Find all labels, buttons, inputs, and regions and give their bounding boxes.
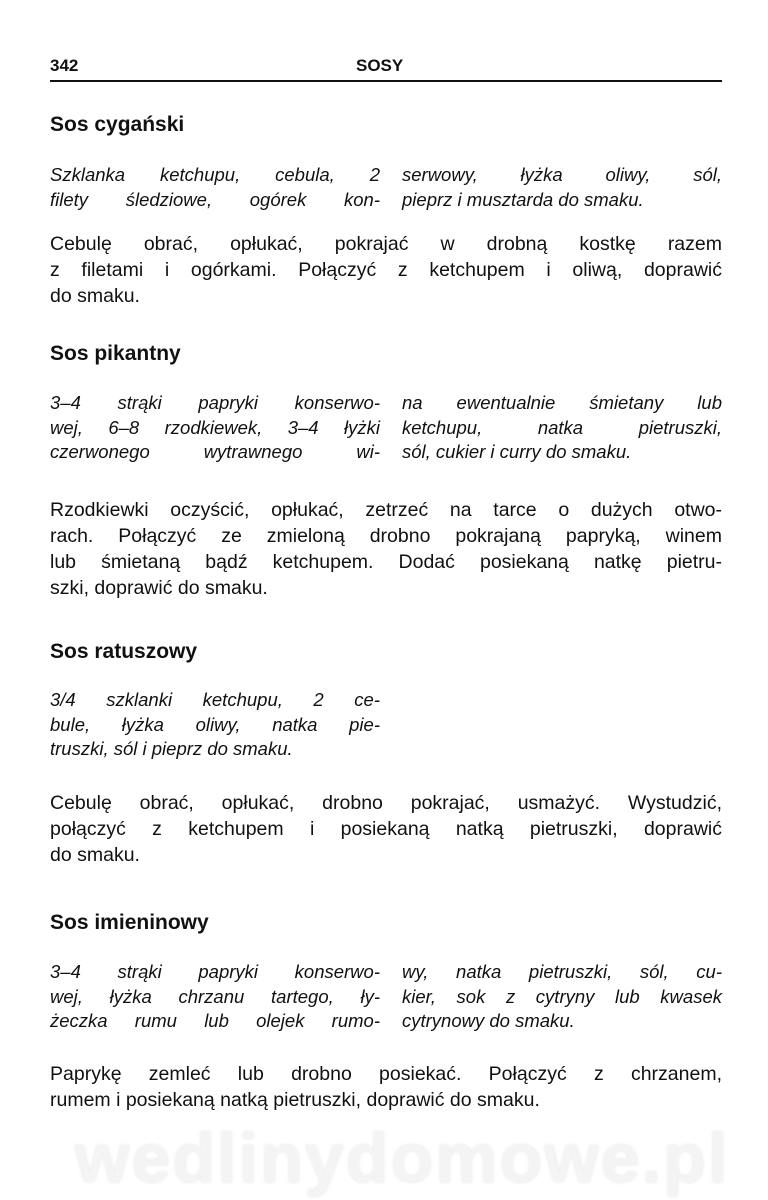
text-line: serwowy, łyżka oliwy, sól, <box>402 164 722 185</box>
text-line: Rzodkiewki oczyścić, opłukać, zetrzeć na tarce o dużych otwo- <box>50 499 722 521</box>
text-line: połączyć z ketchupem i posiekaną natką pietruszki, doprawić <box>50 818 722 840</box>
recipe-title: Sos cygański <box>50 113 185 136</box>
watermark: wedlinydomowe.pl <box>75 1119 730 1197</box>
text-line: wy, natka pietruszki, sól, cu- <box>402 961 722 982</box>
text-line: filety śledziowe, ogórek kon- <box>50 188 380 210</box>
text-line: do smaku. <box>50 285 140 307</box>
ingredients-right-column <box>402 391 722 465</box>
header-rule <box>50 80 722 82</box>
text-line: Cebulę obrać, opłukać, pokrajać w drobną kostkę razem <box>50 233 722 255</box>
ingredients-left-column <box>50 688 380 762</box>
ingredients-left-column <box>50 391 380 465</box>
text-line: Paprykę zemleć lub drobno posiekać. Połączyć z chrzanem, <box>50 1063 722 1085</box>
recipe-title: Sos imieninowy <box>50 911 209 934</box>
text-line: rumem i posiekaną natką pietruszki, doprawić do smaku. <box>50 1089 540 1111</box>
method-paragraph <box>50 497 722 601</box>
text-line: cytrynowy do smaku. <box>402 1010 575 1031</box>
text-line: rach. Połączyć ze zmieloną drobno pokrajaną papryką, winem <box>50 525 722 547</box>
text-line: lub śmietaną bądź ketchupem. Dodać posiekaną natkę pietru- <box>50 551 722 573</box>
ingredients-right-column <box>402 163 722 212</box>
method-paragraph <box>50 790 722 868</box>
text-line: wej, łyżka chrzanu tartego, ły- <box>50 985 380 1007</box>
ingredients-right-column <box>402 960 722 1034</box>
ingredients-left-column <box>50 163 380 212</box>
text-line: na ewentualnie śmietany lub <box>402 392 722 413</box>
text-line: bule, łyżka oliwy, natka pie- <box>50 713 380 735</box>
text-line: żeczka rumu lub olejek rumo- <box>50 1010 380 1031</box>
text-line: z filetami i ogórkami. Połączyć z ketchupem i oliwą, doprawić <box>50 259 722 281</box>
text-line: 3/4 szklanki ketchupu, 2 ce- <box>50 689 380 710</box>
method-paragraph <box>50 1061 722 1113</box>
text-line: czerwonego wytrawnego wi- <box>50 441 380 462</box>
running-title: SOSY <box>356 56 404 75</box>
recipe-title: Sos ratuszowy <box>50 640 198 663</box>
text-line: kier, sok z cytryny lub kwasek <box>402 985 722 1007</box>
text-line: truszki, sól i pieprz do smaku. <box>50 738 293 759</box>
text-line: wej, 6–8 rzodkiewek, 3–4 łyżki <box>50 416 380 438</box>
text-line: do smaku. <box>50 844 140 866</box>
text-line: ketchupu, natka pietruszki, <box>402 416 722 438</box>
ingredients-left-column <box>50 960 380 1034</box>
text-line: Szklanka ketchupu, cebula, 2 <box>50 164 380 185</box>
text-line: pieprz i musztarda do smaku. <box>402 188 644 210</box>
text-line: 3–4 strąki papryki konserwo- <box>50 961 380 982</box>
text-line: Cebulę obrać, opłukać, drobno pokrajać, usmażyć. Wystudzić, <box>50 792 722 814</box>
recipe-title: Sos pikantny <box>50 342 181 365</box>
page-number: 342 <box>50 56 79 75</box>
text-line: 3–4 strąki papryki konserwo- <box>50 392 380 413</box>
method-paragraph <box>50 231 722 309</box>
text-line: szki, doprawić do smaku. <box>50 577 268 599</box>
text-line: sól, cukier i curry do smaku. <box>402 441 632 462</box>
